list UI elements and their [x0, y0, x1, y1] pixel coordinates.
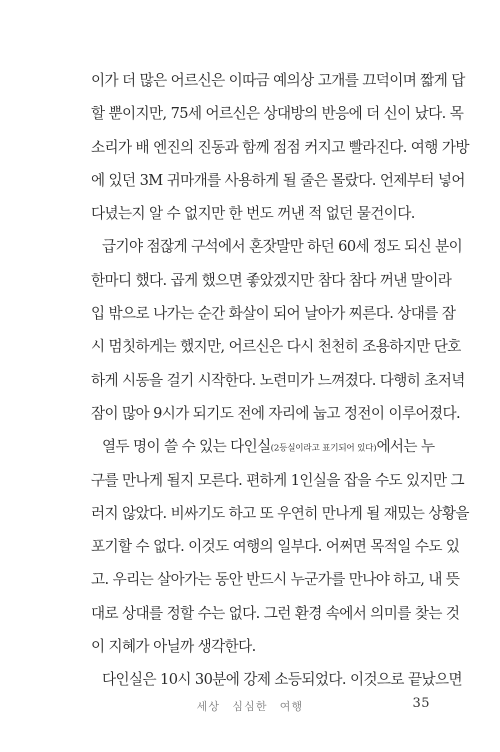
running-title-word: 여행 — [279, 700, 304, 713]
text-line: 소리가 배 엔진의 진동과 함께 점점 커지고 빨라진다. 여행 가방 — [91, 138, 469, 156]
page-footer — [0, 696, 500, 716]
text-line: 할 뿐이지만, 75세 어르신은 상대방의 반응에 더 신이 났다. 목 — [91, 105, 464, 123]
text-line: 이가 더 많은 어르신은 이따금 예의상 고개를 끄덕이며 짧게 답 — [91, 72, 465, 89]
text-segment: 열두 명이 쓸 수 있는 다인실 — [102, 438, 271, 456]
text-line: 다인실은 10시 30분에 강제 소등되었다. 이것으로 끝났으면 — [102, 671, 462, 689]
text-line: 하게 시동을 걸기 시작한다. 노련미가 느껴졌다. 다행히 초저녁 — [91, 371, 465, 389]
text-line: 러지 않았다. 비싸기도 하고 또 우연히 만나게 될 재밌는 상황을 — [91, 504, 469, 522]
text-line: 포기할 수 없다. 이것도 여행의 일부다. 어쩌면 목적일 수도 있 — [91, 538, 460, 556]
text-line: 이 지혜가 아닐까 생각한다. — [91, 638, 256, 656]
text-line: 에 있던 3M 귀마개를 사용하게 될 줄은 몰랐다. 언제부터 넣어 — [91, 171, 465, 189]
text-line: 시 멈칫하게는 했지만, 어르신은 다시 천천히 조용하지만 단호 — [91, 338, 461, 356]
text-line: 구를 만나게 될지 모른다. 편하게 1인실을 잡을 수도 있지만 그 — [91, 471, 465, 489]
text-line: 다녔는지 알 수 없지만 한 번도 꺼낸 적 없던 물건이다. — [91, 205, 415, 223]
running-title-word: 세상 — [196, 700, 221, 713]
parenthetical-note: (2등실이라고 표기되어 있다) — [270, 443, 377, 454]
text-line: 한마디 했다. 곱게 했으면 좋았겠지만 참다 참다 꺼낸 말이라 — [91, 271, 452, 289]
text-line: 잠이 많아 9시가 되기도 전에 자리에 눕고 정전이 이루어졌다. — [91, 404, 460, 422]
text-line: 고. 우리는 살아가는 동안 반드시 누군가를 만나야 하고, 내 뜻 — [91, 571, 460, 589]
body-text — [91, 64, 469, 697]
text-line — [91, 430, 435, 463]
text-line: 입 밖으로 나가는 순간 화살이 되어 날아가 찌른다. 상대를 잠 — [91, 305, 456, 323]
text-line: 대로 상대를 정할 수는 없다. 그런 환경 속에서 의미를 찾는 것 — [91, 604, 460, 622]
text-segment: 에서는 누 — [376, 438, 435, 456]
page-number: 35 — [412, 696, 430, 711]
text-line: 급기야 점잖게 구석에서 혼잣말만 하던 60세 정도 되신 분이 — [102, 238, 463, 256]
running-title-word: 심심한 — [232, 700, 268, 713]
